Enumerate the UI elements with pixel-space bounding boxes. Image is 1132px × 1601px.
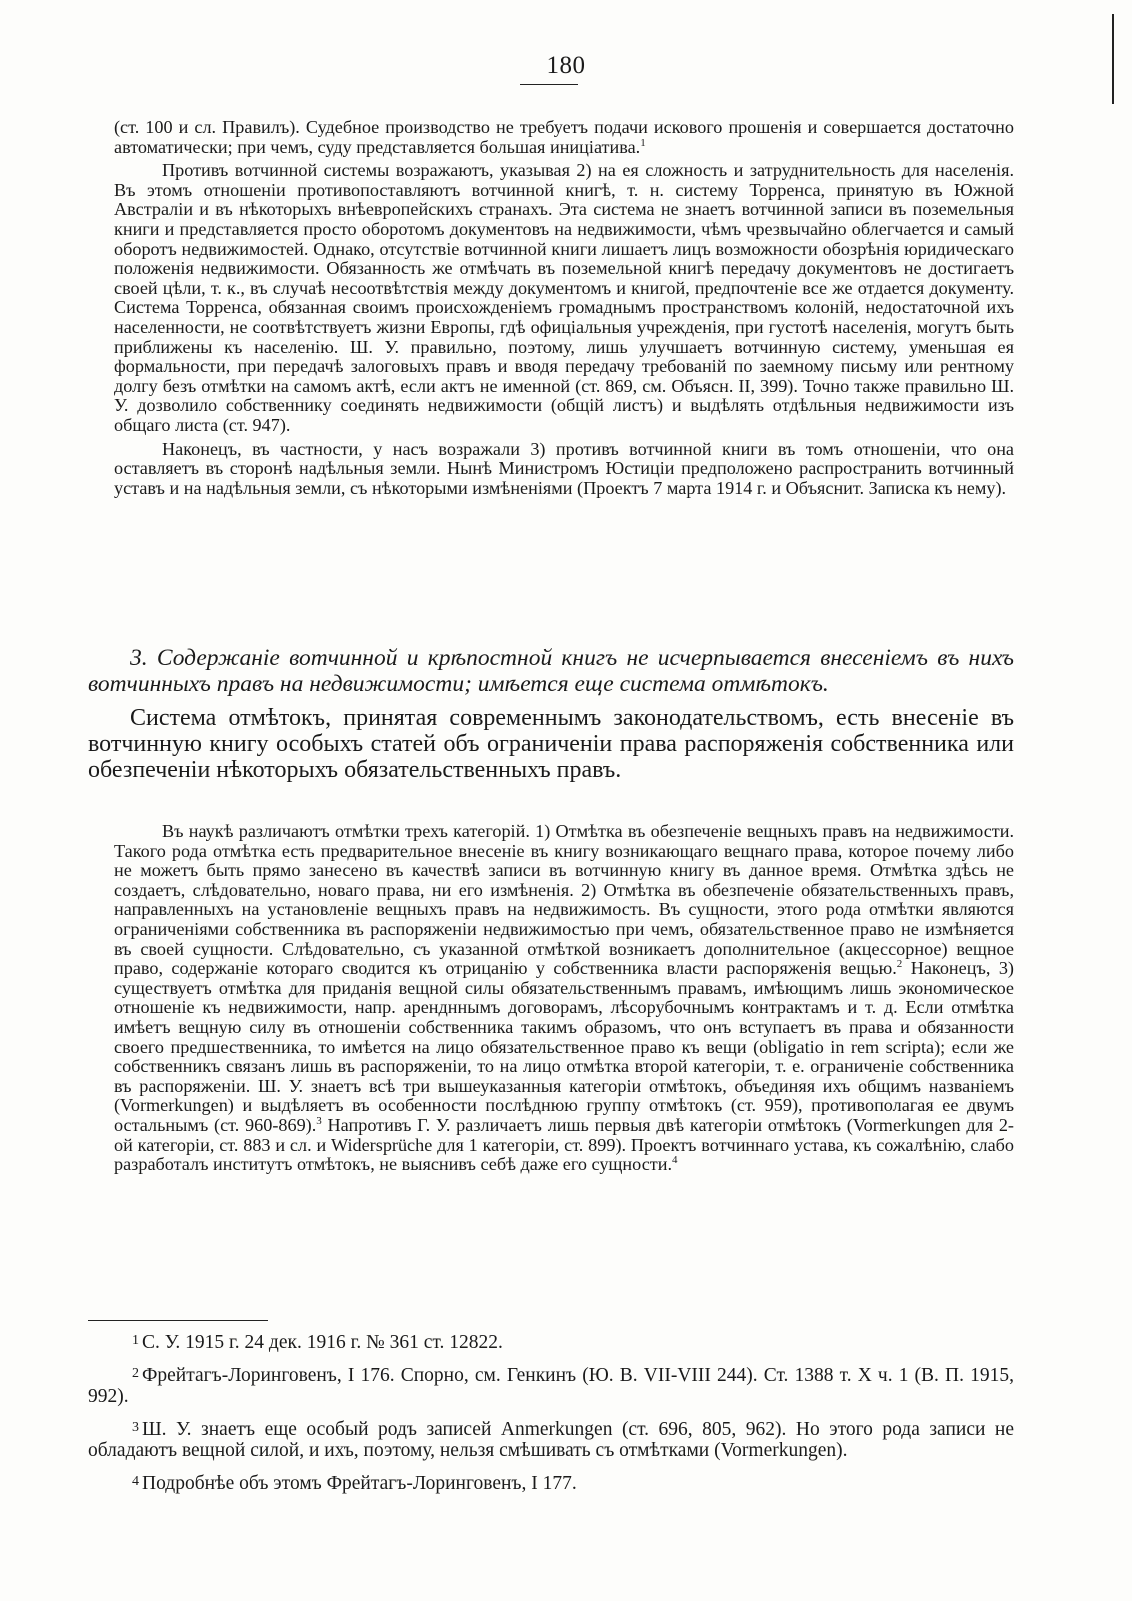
footnotes [88,1330,1014,1504]
footnote-3: $^3$ Ш. У. знаетъ еще особый родъ записей Anmerkungen (ст. 696, 805, 962). Но этого рода записи не обладаютъ вещной силой, и ихъ, поэтому, нельзя смѣшивать съ отмѣтками (Vormerkungen). [88,1419,1014,1461]
section-block [88,645,1014,783]
notes-categories [114,822,1014,1175]
paragraph-continuation: (ст. 100 и сл. Правилъ). Судебное производство не требуетъ подачи искового прошенія и совершается достаточно автоматически; при чемъ, суду представляется большая иниціатива.$^1$ [114,117,1014,157]
section-thesis: Система отмѣтокъ, принятая современнымъ законодательствомъ, есть внесеніе въ вотчинную книгу особыхъ статей объ ограниченіи права распоряженія собственника или обезпеченіи нѣкоторыхъ обязательственныхъ правъ. [88,705,1014,783]
paragraph-allotment-lands: Наконецъ, въ частности, у насъ возражали 3) противъ вотчинной книги въ томъ отношеніи, что она оставляетъ въ сторонѣ надѣльныя земли. Нынѣ Министромъ Юстиціи предположено распространить вотчинный уставъ и на надѣльныя земли, съ нѣкоторыми измѣненіями (Проектъ 7 марта 1914 г. и Объяснит. Записка къ нему). [114,438,1014,498]
paragraph-categories: Въ наукѣ различаютъ отмѣтки трехъ категорій. 1) Отмѣтка въ обезпеченіе вещныхъ правъ на недвижимости. Такого рода отмѣтка есть предварительное внесеніе въ книгу возникающаго вещнаго права, которое почему либо не можетъ быть прямо занесено въ качествѣ записи въ вотчинную книгу въ данное время. Отмѣтка здѣсь не создаетъ, слѣдовательно, новаго права, ни его измѣненія. 2) Отмѣтка въ обезпеченіе обязательственныхъ правъ, направленныхъ на установленіе вещныхъ правъ на недвижимость. Въ сущности, этого рода отмѣтки являются ограниченіями собственника въ распоряженіи недвижимостью при чемъ, обязательственное право не измѣняется въ своей сущности. Слѣдовательно, съ указанной отмѣткой возникаетъ дополнительное (акцессорное) вещное право, содержаніе котораго сводится къ отрицанію у собственника власти распоряженія вещью.$^2$ Наконецъ, 3) существуетъ отмѣтка для приданія вещной силы обязательственнымъ правамъ, имѣющимъ лишь экономическое отношеніе къ недвижимости, напр. арендннымъ договорамъ, лѣсорубочнымъ контрактамъ и т. д. Если отмѣтка имѣетъ вещную силу въ отношеніи собственника такимъ образомъ, что онъ вступаетъ въ права и обязанности своего предшественника, то имѣется на лицо обязательственное право къ вещи (obligatio in rem scripta); если же собственникъ связанъ лишь въ распоряженіи, то на лицо отмѣтка второй категоріи, т. е. ограниченіе собственника въ распоряженіи. Ш. У. знаетъ всѣ три вышеуказанныя категоріи отмѣтокъ, объединяя ихъ общимъ названіемъ (Vormerkungen) и выдѣляетъ въ особенности послѣднюю группу отмѣтокъ (ст. 959), противополагая ее двумъ остальнымъ (ст. 960-869).$^3$ Напротивъ Г. У. различаетъ лишь первыя двѣ категоріи отмѣтокъ (Vormerkungen для 2-ой категоріи, ст. 883 и сл. и Widersprüche для 1 категоріи, ст. 899). Проектъ вотчиннаго устава, къ сожалѣнію, слабо разработалъ институтъ отмѣтокъ, не выяснивъ себѣ даже его сущности.$^4$ [114,821,1014,1175]
footnote-separator [88,1320,268,1321]
footnote-2: $^2$ Фрейтагъ-Лоринговенъ, I 176. Спорно, см. Генкинъ (Ю. В. VII-VIII 244). Ст. 1388 т. X ч. 1 (В. П. 1915, 992). [88,1365,1014,1407]
section-heading: 3. Содержаніе вотчинной и крѣпостной книгъ не исчерпывается внесеніемъ въ нихъ вотчинныхъ правъ на недвижимости; имѣется еще система отмѣтокъ. [88,645,1014,697]
page-number: 180 [546,52,586,79]
footnote-1: $^1$ С. У. 1915 г. 24 дек. 1916 г. № 361 ст. 12822. [132,1332,503,1353]
paragraph-torrens: Противъ вотчинной системы возражаютъ, указывая 2) на ея сложность и затруднительность для населенія. Въ этомъ отношеніи противопоставляютъ вотчинной книгѣ, т. н. систему Торренса, принятую въ Южной Австраліи и въ нѣкоторыхъ внѣевропейскихъ странахъ. Эта система не знаетъ вотчинной записи въ поземельныя книги и представляется просто оборотомъ документовъ на недвижимости, чѣмъ чрезвычайно облегчается и самый оборотъ недвижимостей. Однако, отсутствіе вотчинной книги лишаетъ лицъ возможности обозрѣнія юридическаго положенія недвижимости. Обязанность же отмѣчать въ поземельной книгѣ передачу документовъ не достигаетъ своей цѣли, т. к., въ случаѣ несоотвѣтствія между документомъ и книгой, предпочтеніе все же отдается документу. Система Торренса, обязанная своимъ происхожденіемъ громаднымъ пространствомъ колоній, недостаточной ихъ населенности, не соотвѣтствуетъ жизни Европы, гдѣ офиціальныя учрежденія, при густотѣ населенія, могутъ быть приближены къ населенію. Ш. У. правильно, поэтому, лишь улучшаетъ вотчинную систему, уменьшая ея формальности, при передачѣ залоговыхъ правъ и вводя передачу требованій по заемному письму или рентному долгу безъ отмѣтки на самомъ актѣ, если актъ не именной (ст. 869, см. Объясн. II, 399). Точно также правильно Ш. У. дозволило собственнику соединять недвижимости (общій листъ) и выдѣлять отдѣльныя недвижимости изъ общаго листа (ст. 947). [114,160,1014,435]
page-number-underline [520,84,578,85]
footnote-4: $^4$ Подробнѣе объ этомъ Фрейтагъ-Лоринговенъ, I 177. [132,1473,577,1494]
main-text [114,118,1014,498]
